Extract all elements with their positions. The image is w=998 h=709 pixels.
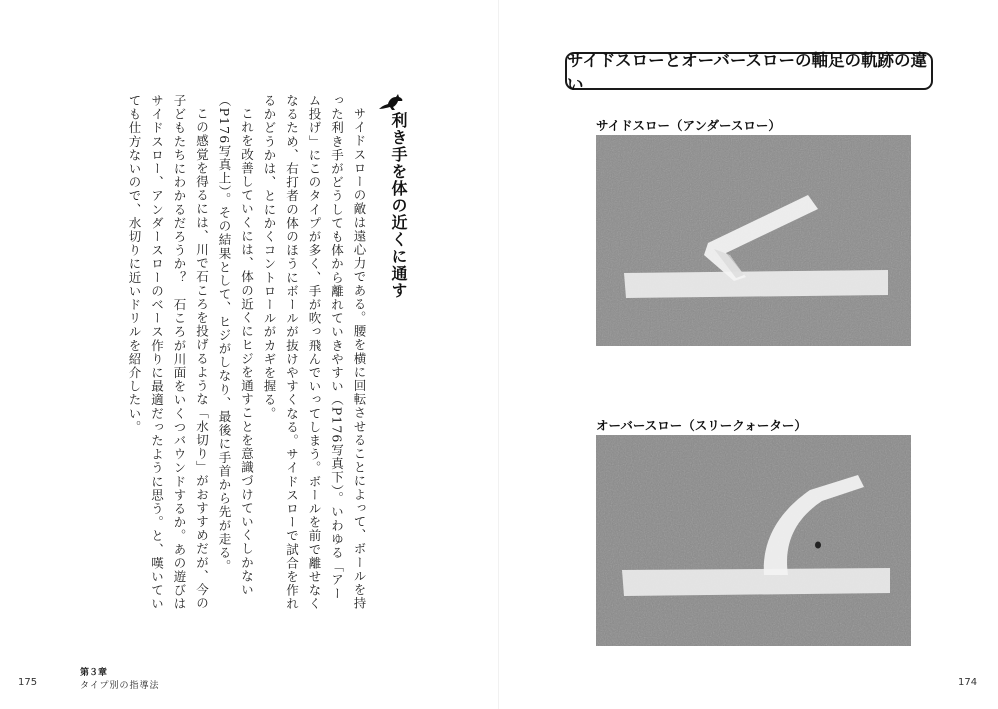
paragraph: サイドスローの敵は遠心力である。腰を横に回転させることによって、ボールを持った利き手がどうしても体から離れていきやすい（P176写真下）。いわゆる「アーム投げ」にこのタイプが多く、手が吹っ飛んでいってしまう。ボールを前で離せなくなるため、右打者の体のほうにボールが抜けやすくなる。サイドスローで試合を作れるかどうかは、とにかくコントロールがカギを握る。 xyxy=(262,94,367,611)
photo-overthrow-footprint xyxy=(596,435,911,646)
photo-sidethrow-footprint xyxy=(596,135,911,346)
running-head xyxy=(80,667,160,693)
chapter-title: タイプ別の指導法 xyxy=(80,681,160,691)
body-text xyxy=(128,94,370,614)
kangaroo-icon xyxy=(376,92,406,112)
paragraph: これを改善していくには、体の近くにヒジを通すことを意識づけていくしかない（P176写真上）。その結果として、ヒジがしなり、最後に手首から先が走る。 xyxy=(217,94,255,597)
photo-caption-overthrow: オーバースロー（スリークォーター） xyxy=(596,418,807,433)
page-gutter xyxy=(498,0,499,709)
chapter-label: 第３章 xyxy=(80,668,108,678)
section-heading: 利き手を体の近くに通す xyxy=(389,112,408,299)
paragraph: この感覚を得るには、川で石ころを投げるような「水切り」がおすすめだが、今の子どもたちにわかるだろうか？ 石ころが川面をいくつバウンドするか。あの遊びはサイドスロー、アンダースローのベース作りに最適だったように思う。と、嘆いていても仕方ないので、水切りに近いドリルを紹介したい。 xyxy=(127,94,210,611)
photo-caption-sidethrow: サイドスロー（アンダースロー） xyxy=(596,118,781,133)
page-number-left: 175 xyxy=(18,677,38,688)
page-number-right: 174 xyxy=(958,677,978,688)
figure-title: サイドスローとオーバースローの軸足の軌跡の違い xyxy=(565,52,933,90)
